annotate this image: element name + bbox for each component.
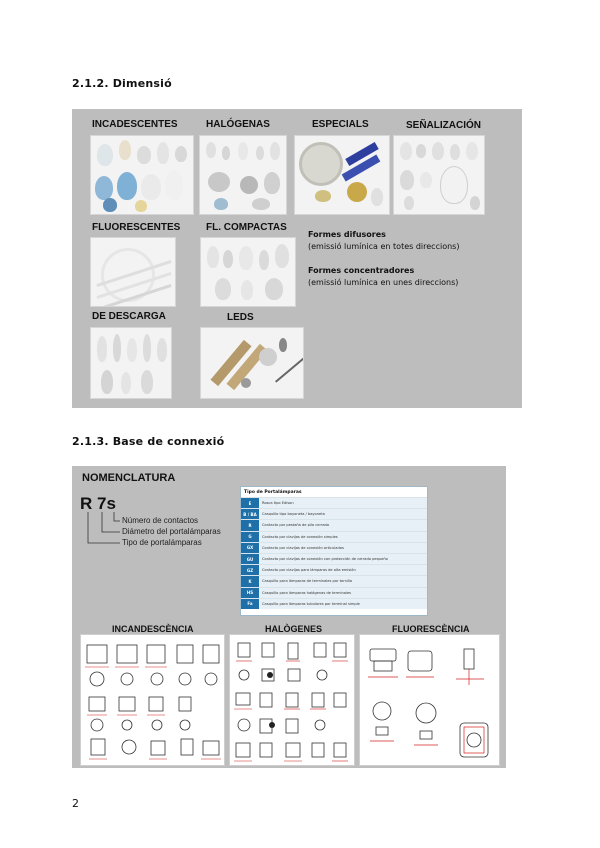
label-tipo-portalamparas: Tipo de portalámparas [122,538,202,547]
tech-title-incandescencia: INCANDESCÈNCIA [112,624,194,634]
table-row [241,508,427,519]
row-code: HS [241,588,259,598]
incandescent-lamps-photo [90,135,194,215]
socket-table-title: Tipo de Portalámparas [244,490,302,495]
discharge-lamps-photo [90,327,172,399]
note-formes-concentradores [308,265,458,289]
led-lamps-photo [200,327,304,399]
category-label-halogenas: HALÓGENAS [206,119,270,130]
table-row [241,553,427,564]
table-row [241,531,427,542]
table-row [241,519,427,530]
socket-code-example: R 7s [80,494,116,513]
tech-title-halogenes: HALÒGENES [265,624,323,634]
row-code: R [241,520,259,530]
page-number: 2 [72,797,79,810]
fluorescencia-diagram-drawing [360,635,500,766]
halogen-lamps-photo [199,135,287,215]
row-desc: Contacto por clavijas de conexión con protección de cerrado pequeño [259,554,427,564]
category-label-especiales: ESPECIALS [312,119,369,130]
row-code: GU [241,554,259,564]
row-code: E [241,498,259,508]
category-label-incandescents: INCADESCENTES [92,119,178,130]
fluorescent-tubes-photo [90,237,176,307]
row-desc: Contacto por clavijas de conexión articuladas [259,543,427,553]
socket-type-table [240,486,428,616]
category-label-fl-compactas: FL. COMPACTAS [206,222,287,233]
table-row [241,575,427,586]
note-formes-difusores [308,229,459,253]
signal-lamps-photo [393,135,485,215]
tech-title-fluorescencia: FLUORESCÈNCIA [392,624,470,634]
row-code: Fa [241,599,259,609]
row-desc: Casquillo para lámparas tubulares por terminal simple [259,599,427,609]
category-label-descarga: DE DESCARGA [92,311,166,322]
incandescencia-socket-diagrams [80,634,225,766]
table-row [241,542,427,553]
row-desc: Casquillo para lámparas de terminales por tornillo [259,576,427,586]
note-difusores-desc: (emissió lumínica en totes direccions) [308,242,460,251]
table-row [241,587,427,598]
row-desc: Casquillo para lámparas halógenas de terminales [259,588,427,598]
row-desc: Casquillo tipo bayoneta / bayoneta [259,509,427,519]
row-desc: Rosca tipo Edison [259,498,427,508]
fluorescencia-socket-diagrams [359,634,500,766]
lamp-types-panel [72,109,522,408]
row-code: GZ [241,565,259,575]
note-concentradores-title: Formes concentradores [308,266,415,275]
row-code: B / BA [241,509,259,519]
halogenes-diagram-drawing [230,635,355,766]
incandescencia-diagram-drawing [81,635,225,766]
nomenclature-title: NOMENCLATURA [82,472,176,484]
row-desc: Contacto por clavijas de conexión simples [259,532,427,542]
row-code: G [241,532,259,542]
section-heading-base-connexio: 2.1.3. Base de connexió [72,435,225,448]
table-row [241,497,427,508]
special-lamps-photo [294,135,390,215]
category-label-fluorescentes: FLUORESCENTES [92,222,181,233]
note-concentradores-desc: (emissió lumínica en unes direccions) [308,278,459,287]
label-diametro-portalamparas: Diámetro del portalámparas [122,527,221,536]
category-label-senalizacion: SEÑALIZACIÓN [406,120,481,131]
table-row [241,598,427,609]
category-label-leds: LEDS [227,312,254,323]
section-heading-dimension: 2.1.2. Dimensió [72,77,172,90]
label-numero-contactos: Número de contactos [122,516,199,525]
row-code: GX [241,543,259,553]
row-code: K [241,576,259,586]
compact-fluorescent-photo [200,237,296,307]
halogenes-socket-diagrams [229,634,355,766]
row-desc: Contacto por clavijas para lámparas de alta emisión [259,565,427,575]
table-row [241,564,427,575]
note-difusores-title: Formes difusores [308,230,386,239]
row-desc: Contacto por pestaña de pila cerrado [259,520,427,530]
